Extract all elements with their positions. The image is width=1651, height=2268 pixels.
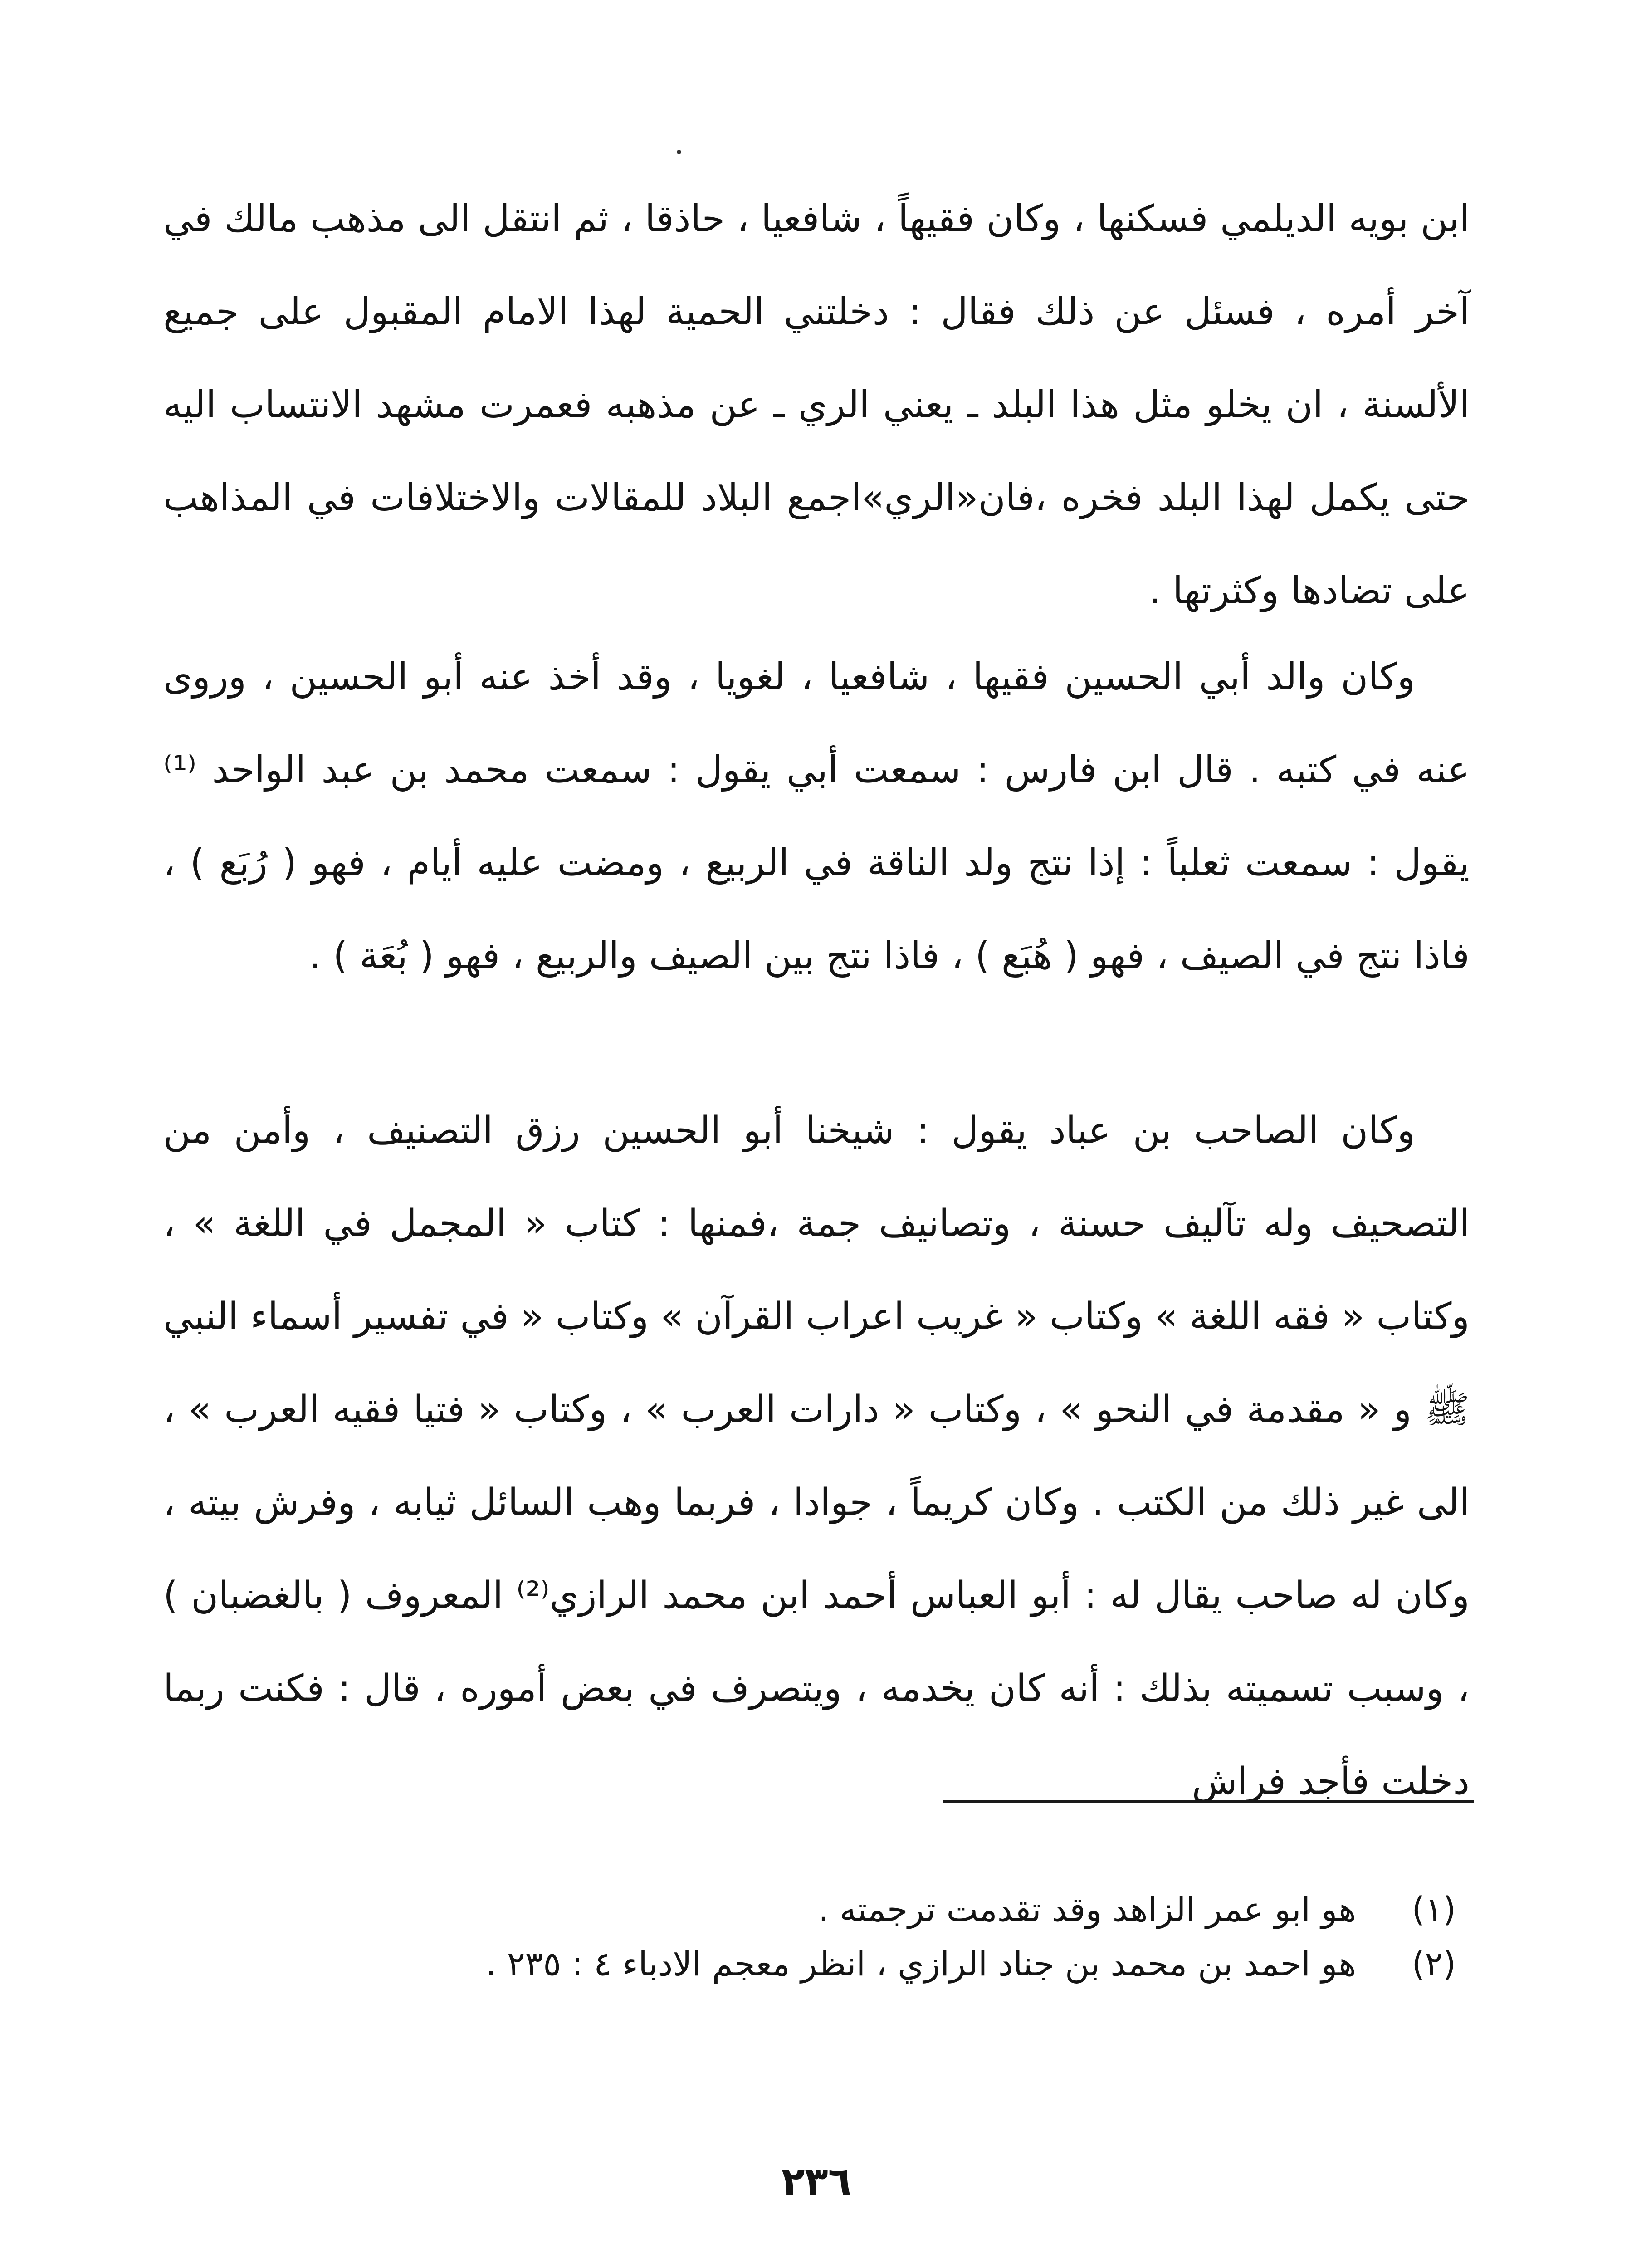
- footnote-marker: (٢): [1412, 1945, 1456, 1984]
- body-paragraph-1: [163, 172, 1470, 637]
- page-number: ٢٣٦: [782, 2159, 851, 2204]
- footnote-2: [163, 1937, 1470, 1991]
- footnote-separator: [943, 1800, 1474, 1803]
- footnote-1: [163, 1882, 1470, 1937]
- footnote-marker: (١): [1412, 1890, 1456, 1929]
- footnotes: [163, 1882, 1470, 1991]
- footnote-text: هو ابو عمر الزاهد وقد تقدمت ترجمته .: [818, 1890, 1356, 1929]
- body-paragraph-3: [163, 1084, 1470, 1828]
- paragraph-text: ابن بويه الديلمي فسكنها ، وكان فقيهاً ، شافعيا ، حاذقا ، ثم انتقل الى مذهب مالك في آخر أمره ، فسئل عن ذلك فقال : دخلتني الحمية لهذا الامام المقبول على جميع الألسنة ، ان يخلو مثل هذا البلد ـ يعني الري ـ عن مذهبه فعمرت مشهد الانتساب اليه حتى يكمل لهذا البلد فخره ،فان«الري»اجمع البلاد للمقالات والاختلافات في المذاهب على تضادها وكثرتها .: [163, 197, 1470, 612]
- footnote-text: هو احمد بن محمد بن جناد الرازي ، انظر معجم الادباء ٤ : ٢٣٥ .: [485, 1945, 1356, 1984]
- paragraph-text: وكان والد أبي الحسين فقيها ، شافعيا ، لغويا ، وقد أخذ عنه أبو الحسين ، وروى عنه في كتبه . قال ابن فارس : سمعت أبي يقول : سمعت محمد بن عبد الواحد ⁽¹⁾ يقول : سمعت ثعلباً : إذا نتج ولد الناقة في الربيع ، ومضت عليه أيام ، فهو ( رُبَع ) ، فاذا نتج في الصيف ، فهو ( هُبَع ) ، فاذا نتج بين الصيف والربيع ، فهو ( بُعَة ) .: [163, 655, 1470, 978]
- scan-speck: [677, 150, 681, 154]
- paragraph-text: وكان الصاحب بن عباد يقول : شيخنا أبو الحسين رزق التصنيف ، وأمن من التصحيف وله تآليف حسنة ، وتصانيف جمة ،فمنها : كتاب « المجمل في اللغة » ، وكتاب « فقه اللغة » وكتاب « غريب اعراب القرآن » وكتاب « في تفسير أسماء النبي ﷺ و « مقدمة في النحو » ، وكتاب « دارات العرب » ، وكتاب « فتيا فقيه العرب » ، الى غير ذلك من الكتب . وكان كريماً ، جوادا ، فربما وهب السائل ثيابه ، وفرش بيته ، وكان له صاحب يقال له : أبو العباس أحمد ابن محمد الرازي⁽²⁾ المعروف ( بالغضبان ) ، وسبب تسميته بذلك : أنه كان يخدمه ، ويتصرف في بعض أموره ، قال : فكنت ربما دخلت فأجد فراش: [163, 1109, 1470, 1803]
- body-paragraph-2: [163, 631, 1470, 1002]
